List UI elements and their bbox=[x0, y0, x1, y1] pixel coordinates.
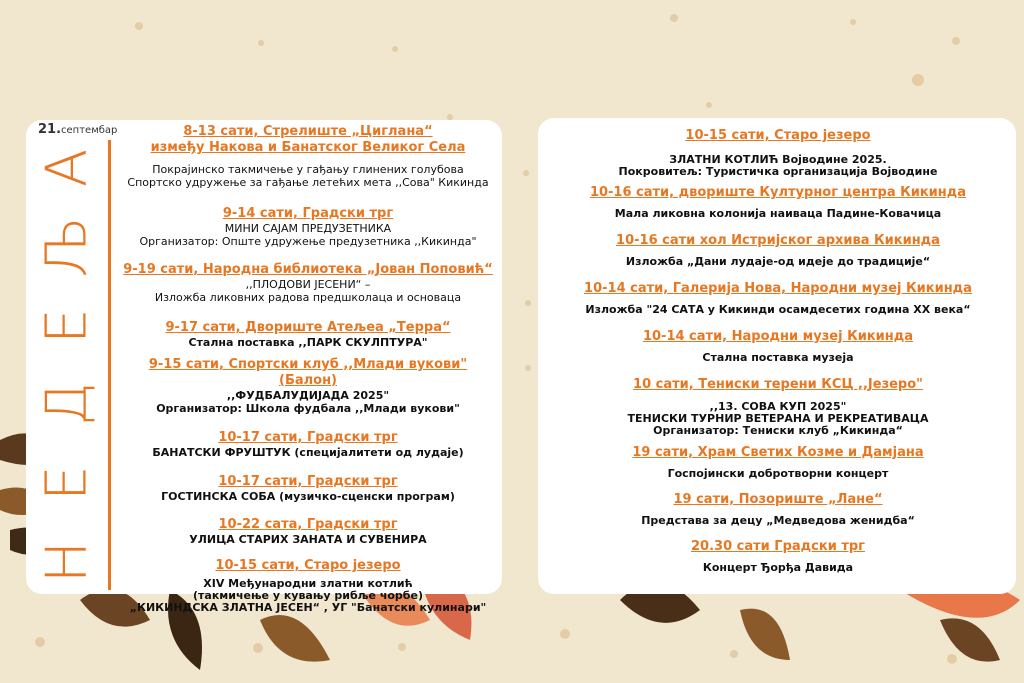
event-description: Госпојински добротворни концерт bbox=[667, 467, 889, 480]
event-time-location: 9-19 сати, Народна библиотека „Јован Поповић“ bbox=[123, 262, 493, 277]
event-item bbox=[120, 357, 496, 426]
event-description: Представа за децу „Медведова женидба“ bbox=[641, 514, 915, 527]
event-item bbox=[120, 554, 496, 614]
event-time-location: 10-14 сати, Галерија Нова, Народни музеј Кикинда bbox=[584, 281, 972, 296]
title-letter: Љ bbox=[35, 216, 100, 278]
event-time-location: 9-17 сати, Двориште Атељеа „Терра“ bbox=[165, 320, 451, 335]
event-item bbox=[540, 373, 1016, 441]
event-time-location: 20.30 сати Градски трг bbox=[691, 539, 865, 554]
event-description: УЛИЦА СТАРИХ ЗАНАТА И СУВЕНИРА bbox=[189, 533, 427, 546]
event-item bbox=[120, 470, 496, 513]
event-time-location: 10-15 сати, Старо језеро bbox=[215, 558, 401, 573]
event-description: ,,13. СОВА КУП 2025" ТЕНИСКИ ТУРНИР ВЕТЕРАНА И РЕКРЕАТИВАЦА Организатор: Тениски клуб „Кикинда“ bbox=[627, 400, 929, 437]
event-description: Стална поставка ,,ПАРК СКУЛПТУРА" bbox=[188, 336, 428, 349]
events-list-right bbox=[540, 124, 1016, 574]
event-item bbox=[120, 426, 496, 470]
title-letter: Е bbox=[34, 307, 100, 344]
event-description: ЗЛАТНИ КОТЛИЋ Војводине 2025. Покровитељ: Туристичка организација Војводине bbox=[618, 153, 938, 178]
date-month: септембар bbox=[61, 125, 118, 136]
event-description: БАНАТСКИ ФРУШТУК (специјалитети од лудаје) bbox=[152, 446, 464, 459]
event-description: Изложба "24 САТА у Кикинди осамдесетих година XX века“ bbox=[585, 303, 971, 316]
decor-dot bbox=[258, 40, 264, 46]
event-description: МИНИ САЈАМ ПРЕДУЗЕТНИКА Организатор: Опште удружење предузетника ,,Кикинда" bbox=[139, 222, 477, 248]
title-letter: Д bbox=[34, 382, 100, 427]
event-item bbox=[120, 316, 496, 357]
event-time-location: 8-13 сати, Стрелиште „Циглана“ између Накова и Банатског Великог Села bbox=[150, 124, 466, 155]
decor-dot bbox=[670, 14, 678, 22]
event-description: XIV Међународни златни котлић (такмичење у кувању рибље чорбе) „КИКИНДСКА ЗЛАТНА ЈЕСЕН“ , УГ "Банатски кулинари" bbox=[129, 577, 487, 614]
event-item bbox=[540, 441, 1016, 488]
decor-dot bbox=[706, 102, 712, 108]
event-item bbox=[540, 181, 1016, 229]
event-description: Мала ликовна колонија наиваца Падине-Ковачица bbox=[614, 207, 942, 220]
event-time-location: 10-17 сати, Градски трг bbox=[218, 430, 398, 445]
event-description: ГОСТИНСКА СОБА (музичко-сценски програм) bbox=[161, 490, 455, 503]
events-list-left bbox=[120, 124, 496, 614]
vertical-divider bbox=[108, 140, 111, 590]
event-time-location: 10-15 сати, Старо језеро bbox=[685, 128, 871, 143]
event-item bbox=[120, 513, 496, 554]
event-item bbox=[540, 535, 1016, 574]
event-time-location: 19 сати, Позориште „Лане“ bbox=[673, 492, 883, 507]
event-time-location: 10-17 сати, Градски трг bbox=[218, 474, 398, 489]
event-time-location: 10-16 сати, двориште Културног центра Кикинда bbox=[589, 185, 967, 200]
event-time-location: 10-22 сата, Градски трг bbox=[218, 517, 398, 532]
event-time-location: 10-16 сати хол Истријског архива Кикинда bbox=[616, 233, 940, 248]
title-letter: Е bbox=[34, 465, 100, 501]
decor-dot bbox=[912, 74, 924, 86]
event-item bbox=[120, 202, 496, 258]
decor-dot bbox=[523, 170, 529, 176]
event-description: Стална поставка музеја bbox=[702, 351, 854, 364]
decor-dot bbox=[35, 637, 45, 647]
event-time-location: 10-14 сати, Народни музеј Кикинда bbox=[642, 329, 914, 344]
event-time-location: 9-14 сати, Градски трг bbox=[222, 206, 394, 221]
event-item bbox=[540, 124, 1016, 181]
event-time-location: 10 сати, Тениски терени КСЦ ,,Језеро" bbox=[633, 377, 923, 392]
event-item bbox=[540, 277, 1016, 325]
event-item bbox=[540, 229, 1016, 277]
event-item bbox=[540, 325, 1016, 373]
event-description: Изложба „Дани лудаје-од идеје до традиције“ bbox=[625, 255, 931, 268]
title-letter: А bbox=[35, 148, 100, 188]
event-description: ,,ПЛОДОВИ ЈЕСЕНИ“ – Изложба ликовних радова предшколаца и основаца bbox=[154, 278, 462, 304]
event-description: Покрајинско такмичење у гађању глинених голубова Спортско удружење за гађање летећих мета ,,Сова" Кикинда bbox=[127, 163, 489, 189]
decor-dot bbox=[392, 46, 398, 52]
date-label bbox=[38, 122, 117, 137]
event-time-location: 19 сати, Храм Светих Козме и Дамјана bbox=[632, 445, 924, 460]
decor-dot bbox=[850, 19, 856, 25]
decor-dot bbox=[525, 365, 531, 371]
event-description: Концерт Ђорђа Давида bbox=[702, 561, 854, 574]
event-item bbox=[120, 258, 496, 316]
event-item bbox=[540, 488, 1016, 535]
date-day: 21. bbox=[38, 122, 62, 137]
vertical-day-title bbox=[32, 140, 104, 590]
event-time-location: 9-15 сати, Спортски клуб ,,Млади вукови" (Балон) bbox=[148, 357, 468, 388]
event-description: ,,ФУДБАЛУДИЈАДА 2025" Организатор: Школа фудбала ,,Млади вукови" bbox=[156, 389, 460, 415]
title-letter: Н bbox=[34, 540, 100, 584]
decor-dot bbox=[135, 22, 143, 30]
decor-dot bbox=[952, 37, 960, 45]
decor-dot bbox=[525, 300, 531, 306]
